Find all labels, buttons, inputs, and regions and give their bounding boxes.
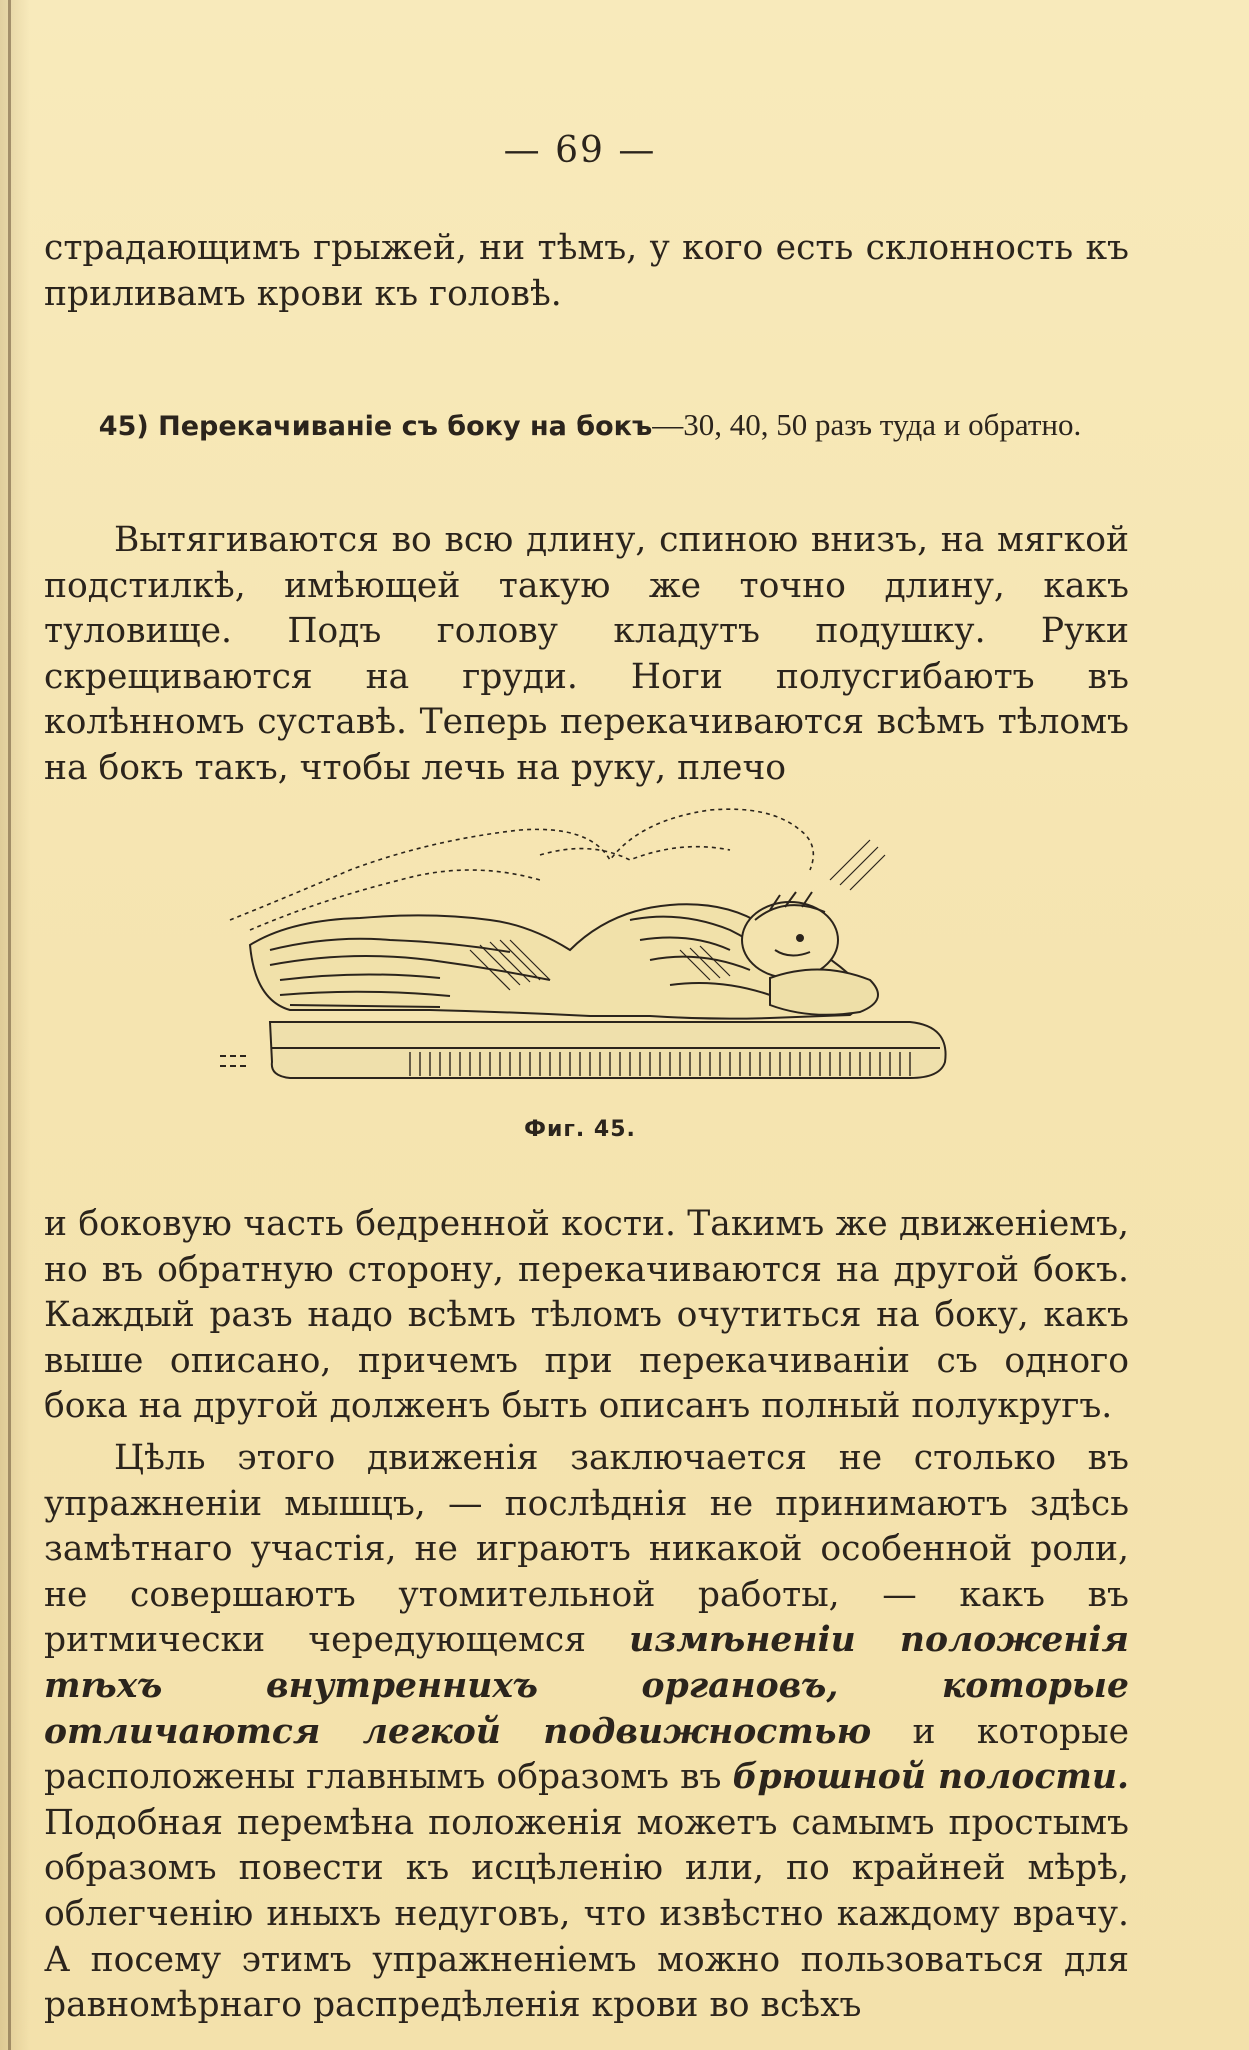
purpose-part-2: и которые расположены главнымъ образомъ въ xyxy=(44,1711,1130,1798)
description-text: Вытягиваются во всю длину, спиною внизъ, на мягкой подстилкѣ, имѣющей такую же точно длину, какъ туловище. Подъ голову кладутъ подушку. Руки скрещиваются на груди. Ноги полусгибаютъ въ колѣнномъ суставѣ. Теперь перекачиваются всѣмъ тѣломъ на бокъ такъ, чтобы лечь на руку, плечо xyxy=(44,520,1129,788)
continuation-text: и боковую часть бедренной кости. Такимъ же движеніемъ, но въ обратную сторону, перекачиваются на другой бокъ. Каждый разъ надо всѣмъ тѣломъ очутиться на боку, какъ выше описано, причемъ при перекачиваніи съ одного бока на другой долженъ быть описанъ полный полукругъ. xyxy=(44,1204,1129,1427)
person-drawing xyxy=(250,840,885,1019)
intro-text: страдающимъ грыжей, ни тѣмъ, у кого есть склонность къ приливамъ крови къ головѣ. xyxy=(44,228,1129,314)
intro-paragraph xyxy=(44,226,1129,317)
exercise-heading xyxy=(60,404,1120,448)
purpose-part-1: Цѣль этого движенія заключается не столько въ упражненіи мышцъ, — послѣднія не принимаютъ здѣсь замѣтнаго участія, не играютъ никакой особенной роли, не совершаютъ утомительной работы, — какъ въ ритмически чередующемся xyxy=(44,1438,1129,1661)
binding-edge xyxy=(8,0,11,2050)
exercise-title-rest: —30, 40, 50 разъ туда и обратно. xyxy=(652,407,1082,442)
figure-illustration xyxy=(210,800,970,1100)
mattress-drawing xyxy=(220,1022,946,1078)
purpose-paragraph xyxy=(44,1436,1129,2029)
continuation-paragraph xyxy=(44,1202,1129,1430)
exercise-title-bold: 45) Перекачиваніе съ боку на бокъ xyxy=(98,411,653,442)
purpose-emphasis-1: измѣненіи положенія тѣхъ внутреннихъ органовъ, которые отличаются легкой подвижностью xyxy=(44,1620,1129,1752)
purpose-emphasis-2: брюшной полости. xyxy=(732,1757,1129,1798)
description-paragraph xyxy=(44,518,1129,792)
page-number: — 69 — xyxy=(503,130,657,171)
purpose-part-3: Подобная перемѣна положенія можетъ самымъ простымъ образомъ повести къ исцѣленію или, по крайней мѣрѣ, облегченію иныхъ недуговъ, что извѣстно каждому врачу. А посему этимъ упражненіемъ можно пользоваться для равномѣрнаго распредѣленія крови во всѣхъ xyxy=(44,1802,1129,2026)
purpose-text xyxy=(44,1436,1129,2029)
figure-caption: Фиг. 45. xyxy=(524,1117,636,1142)
